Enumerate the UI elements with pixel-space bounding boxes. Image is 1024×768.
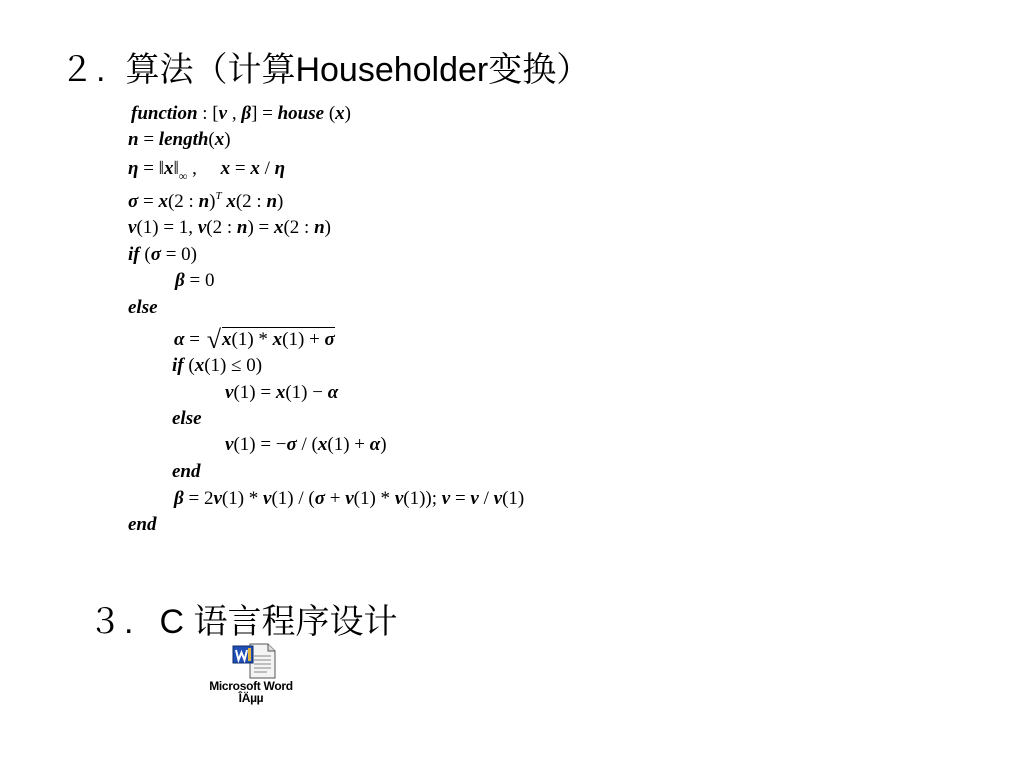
algo-line-13: v(1) = −σ / (x(1) + α) — [225, 434, 387, 455]
section-3-number: ３. — [88, 603, 136, 641]
section-3-text: C 语言程序设计 — [159, 603, 398, 641]
algo-line-4: σ = x(2 : n)$^T$ x(2 : n) — [128, 190, 284, 212]
algo-line-10: if (x(1) ≤ 0) — [172, 355, 263, 376]
algo-line-9: α = √x(1) * x(1) + σ — [174, 325, 335, 354]
algo-line-7: β = 0 — [175, 270, 215, 291]
algo-line-8: else — [128, 297, 158, 318]
algo-line-6: if (σ = 0) — [128, 244, 197, 265]
slide-title — [60, 42, 590, 91]
algo-line-12: else — [172, 408, 202, 429]
algo-line-16: end — [128, 514, 157, 535]
section-3-heading — [88, 594, 397, 643]
title-text: 算法（计算Householder变换） — [125, 51, 591, 89]
algo-line-5: v(1) = 1, v(2 : n) = x(2 : n) — [128, 217, 331, 238]
algo-line-2: n = length(x) — [128, 129, 231, 150]
algo-line-15: β = 2v(1) * v(1) / (σ + v(1) * v(1)); v = v / v(1) — [174, 488, 525, 509]
algo-line-1: function : [v , β] = house (x) — [131, 103, 351, 124]
word-document-label[interactable] — [190, 680, 312, 704]
title-number: ２. — [60, 51, 108, 89]
word-document-label-line-2: ÎÄµµ — [238, 691, 264, 705]
algo-line-11: v(1) = x(1) − α — [225, 382, 339, 403]
algo-line-3: $\eta = ‖x‖_\infty$ , x = x / η — [128, 158, 286, 183]
word-document-icon[interactable] — [232, 642, 278, 680]
algo-line-14: end — [172, 461, 201, 482]
word-document-label-line-1: Microsoft Word — [209, 679, 293, 693]
